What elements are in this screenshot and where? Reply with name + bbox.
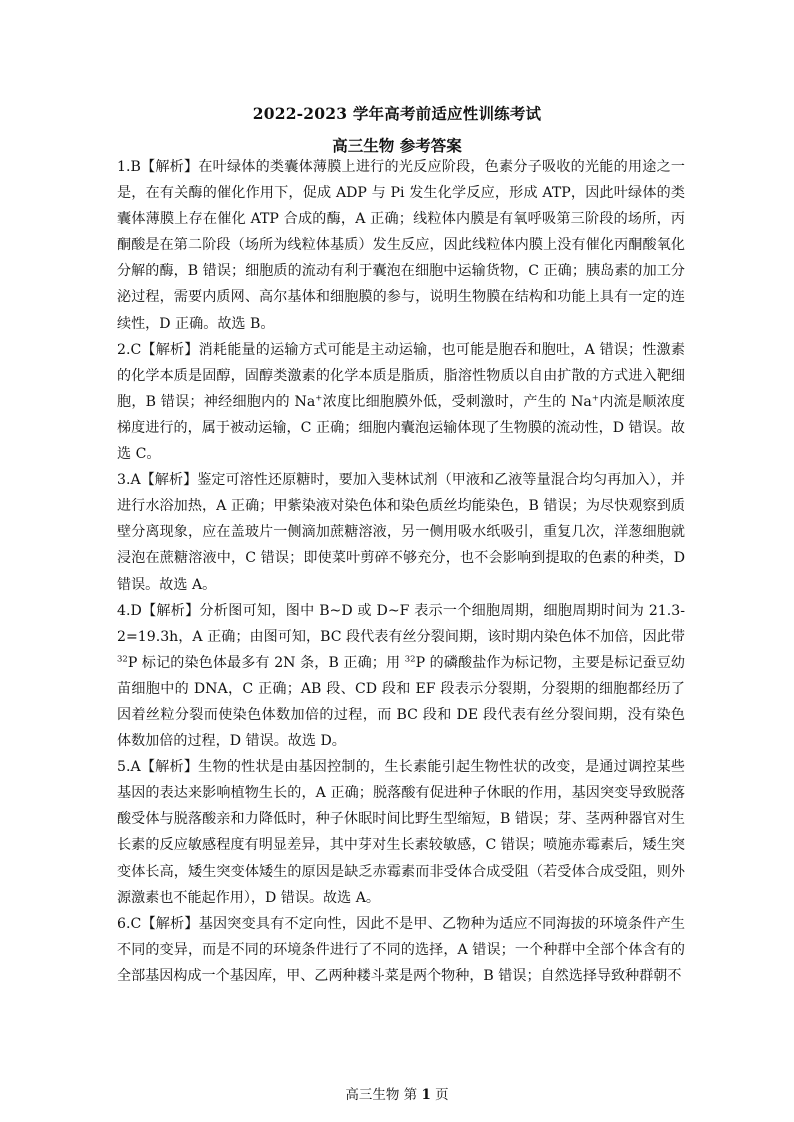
answer-item-1 [117, 154, 685, 337]
superscript: + [591, 393, 599, 404]
answer-label: 4.D【解析】 [117, 602, 200, 619]
answer-text: P 标记的染色体最多有 2N 条，B 正确；用 [127, 654, 405, 671]
answer-text: 消耗能量的运输方式可能是主动运输，也可能是胞吞和胞吐，A 错误；性激素的化学本质是固醇，固醇类激素的化学本质是脂质，脂溶性物质以自由扩散的方式进入靶细胞，B 错误；神经细胞内的 Na [117, 341, 686, 410]
page-subtitle: 高三生物 参考答案 [332, 136, 462, 155]
footer-label: 高三生物 第 [345, 1087, 418, 1103]
answer-label: 2.C【解析】 [117, 341, 199, 358]
answer-label: 5.A【解析】 [117, 759, 199, 776]
answer-text: 浓度比细胞膜外低，受刺激时，产生的 Na [322, 393, 592, 410]
page-footer [0, 1083, 794, 1103]
answer-text: 生物的性状是由基因控制的，生长素能引起生物性状的改变，是通过调控某些基因的表达来影响植物生长的，A 正确；脱落酸有促进种子休眠的作用，基因突变导致脱落酸受体与脱落酸亲和力降低时，种子休眠时间比野生型缩短，B 错误；芽、茎两种器官对生长素的反应敏感程度有明显差异，其中芽对生长素较敏感，C 错误；喷施赤霉素后，矮生突变体长高，矮生突变体矮生的原因是缺乏赤霉素而非受体合成受阻（若受体合成受阻，则外源激素也不能起作用），D 错误。故选 A。 [117, 759, 686, 906]
answer-list [117, 154, 685, 989]
answer-text: 分析图可知，图中 B~D 或 D~F 表示一个细胞周期，细胞周期时间为 21.3-2=19.3h，A 正确；由图可知，BC 段代表有丝分裂间期，该时期内染色体不加倍，因此带 [117, 602, 685, 645]
answer-text: 基因突变具有不定向性，因此不是甲、乙物种为适应不同海拔的环境条件产生不同的变异，而是不同的环境条件进行了不同的选择，A 错误；一个种群中全部个体含有的全部基因构成一个基因库，甲、乙两种耧斗菜是两个物种，B 错误；自然选择导致种群朝不 [117, 915, 685, 984]
answer-text: 鉴定可溶性还原糖时，要加入斐林试剂（甲液和乙液等量混合均匀再加入），并进行水浴加热，A 正确；甲紫染液对染色体和染色质丝均能染色，B 错误；为尽快观察到质壁分离现象，应在盖玻片一侧滴加蔗糖溶液，另一侧用吸水纸吸引，重复几次，洋葱细胞就浸泡在蔗糖溶液中，C 错误；即使菜叶剪碎不够充分，也不会影响到提取的色素的种类，D 错误。故选 A。 [117, 472, 686, 593]
answer-item-4 [117, 598, 685, 755]
answer-item-6 [117, 911, 685, 989]
superscript: + [315, 393, 323, 404]
answer-label: 3.A【解析】 [117, 472, 198, 489]
superscript: 32 [404, 654, 416, 665]
answer-item-5 [117, 754, 685, 911]
superscript: 32 [117, 654, 128, 665]
page-title: 2022-2023 学年高考前适应性训练考试 [252, 104, 542, 123]
answer-text: P 的磷酸盐作为标记物，主要是标记蚕豆幼苗细胞中的 DNA，C 正确；AB 段、CD 段和 EF 段表示分裂期，分裂期的细胞都经历了因着丝粒分裂而使染色体数加倍的过程，而 BC 段和 DE 段代表有丝分裂间期，没有染色体数加倍的过程，D 错误。故选 D。 [117, 654, 685, 750]
answer-text: 在叶绿体的类囊体薄膜上进行的光反应阶段，色素分子吸收的光能的用途之一是，在有关酶的催化作用下，促成 ADP 与 Pi 发生化学反应，形成 ATP，因此叶绿体的类囊体薄膜上存在催化 ATP 合成的酶，A 正确；线粒体内膜是有氧呼吸第三阶段的场所，丙酮酸是在第二阶段（场所为线粒体基质）发生反应，因此线粒体内膜上没有催化丙酮酸氧化分解的酶，B 错误；细胞质的流动有利于囊泡在细胞中运输货物，C 正确；胰岛素的加工分泌过程，需要内质网、高尔基体和细胞膜的参与，说明生物膜在结构和功能上具有一定的连续性，D 正确。故选 B。 [117, 159, 686, 332]
footer-suffix: 页 [435, 1087, 449, 1103]
answer-text: 内流是顺浓度梯度进行的，属于被动运输，C 正确；细胞内囊泡运输体现了生物膜的流动性，D 错误。故选 C。 [117, 393, 685, 463]
answer-label: 1.B【解析】 [117, 159, 199, 175]
page-number: 1 [421, 1087, 431, 1103]
answer-label: 6.C【解析】 [117, 915, 199, 932]
answer-item-3 [117, 467, 685, 597]
answer-item-2 [117, 337, 685, 467]
